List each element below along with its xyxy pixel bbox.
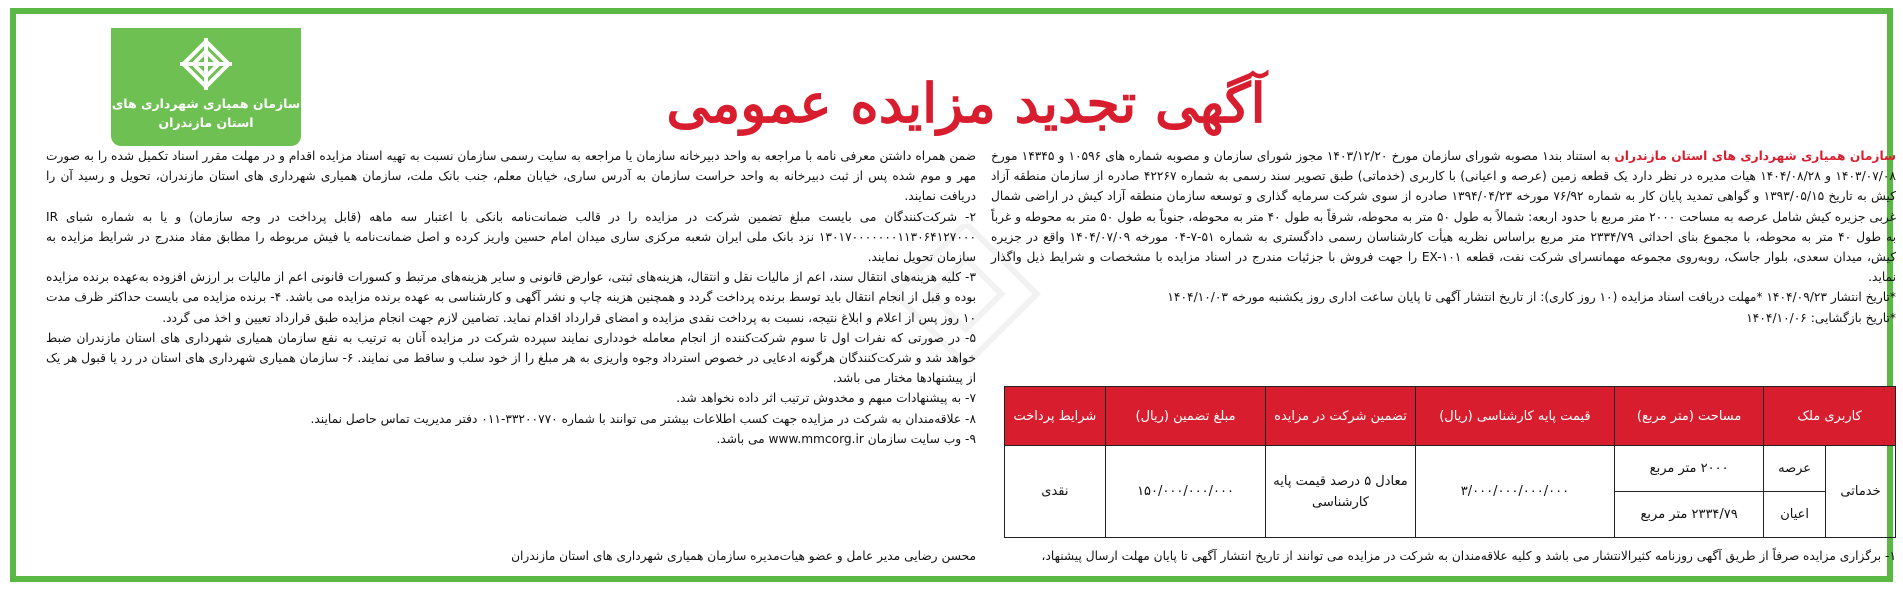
page-title: آگهی تجدید مزایده عمومی (666, 71, 1266, 135)
header-base-price: قیمت پایه کارشناسی (ریال) (1415, 387, 1614, 446)
paragraph-2: ۲- شرکت‌کنندگان می بایست مبلغ تضمین شرکت در مزایده را در قالب ضمانت‌نامه بانکی با اعتبار سه ماهه (قابل پرداخت در وجه سازمان) و یا به شماره شبای IR ۱۳۰۱۷۰۰۰۰۰۰۰۱۱۳۰۶۴۱۲۷۰۰۰ نزد بانک ملی ایران شعبه مرکزی ساری میدان امام حسین واریز کرده و اصل ضمانت‌نامه یا فیش مربوطه را مطابق مفاد مندرج در شرایط مزایده به سازمان تحویل نمایند. (46, 209, 976, 265)
lattice-logo-icon (176, 34, 236, 94)
intro-text: به استناد بند۱ مصوبه شورای سازمان مورخ ۱۴۰۳/۱۲/۲۰ مجوز شورای سازمان و مصوبه شماره های ۱۰۵۹۶ و ۱۴۳۴۵ مورخ ۱۴۰۳/۰۷/۰۸ و ۱۴۰۴/۰۸/۲۸ هیات مدیره در نظر دارد یک قطعه زمین (عرصه و اعیانی) با کاربری (خدماتی) طبق تصویر سند رسمی به شماره ۴۲۲۶۷ صادره از سازمان منطقه آزاد کیش به تاریخ ۱۳۹۳/۰۵/۱۵ و گواهی تمدید پایان کار به شماره ۷۶/۹۲ مورخه ۱۳۹۴/۰۴/۲۳ صادره از سوی شرکت سرمایه گذاری و توسعه سازمان منطقه آزاد کیش در اراضی شمال غربی جزیره کیش شامل عرصه به مساحت ۲۰۰۰ متر مربع با حدود اربعه: شمالاً به طول ۵۰ متر به محوطه، شرقاً به طول ۴۰ متر به محوطه، جنوباً به طول ۵۰ متر به محوطه و غرباً به طول ۴۰ متر به محوطه، با مجموع بنای احداثی ۲۳۳۴/۷۹ متر مربع براساس نظریه هیأت کارشناسان رسمی دادگستری به شماره ۵۱-۷-۰۴ مورخه ۱۴۰۴/۰۷/۰۹ واقع در جزیره کیش، میدان سعدی، بلوار جاسک، روبه‌روی مجموعه مهمانسرای شرکت نفت، قطعه EX-۱۰۱ را جهت فروش با جزئیات مندرج در اسناد مزایده با مشخصات و شرایط ذیل واگذار نماید. (991, 149, 1896, 285)
cell-guarantee-amount: ۱۵۰/۰۰۰/۰۰۰/۰۰۰ (1105, 446, 1266, 538)
cell-usage: خدماتی (1826, 446, 1896, 538)
cell-base-price: ۳/۰۰۰/۰۰۰/۰۰۰/۰۰۰ (1415, 446, 1614, 538)
org-logo (111, 28, 301, 146)
left-column (46, 146, 976, 449)
footnote: ۱- برگزاری مزایده صرفاً از طریق آگهی روزنامه کثیرالانتشار می باشد و کلیه علاقه‌مندان به شرکت در مزایده می توانند از تاریخ انتشار آگهی تا پایان مهلت ارسال پیشنهاد، (1041, 549, 1896, 563)
cell-type: عرصه (1764, 446, 1826, 492)
cell-area: ۲۰۰۰ متر مربع (1615, 446, 1764, 492)
paragraph-5: ۵- در صورتی که نفرات اول تا سوم شرکت‌کننده از انجام معامله خودداری نمایند سپرده شرکت در مزایده آنان به ترتیب به نفع سازمان همیاری شهرداری های استان مازندران ضبط خواهد شد و شرکت‌کنندگان هرگونه ادعایی در خصوص استرداد وجوه واریزی به هر مبلغ را از خود سلب و ساقط می نمایند. ۶- سازمان همیاری شهرداری های استان در رد یا قبول هر یک از پیشنهادها مختار می باشد. (46, 330, 976, 386)
cell-guarantee: معادل ۵ درصد قیمت پایه کارشناسی (1266, 446, 1415, 538)
logo-caption (111, 94, 301, 132)
header-guarantee-amount: مبلغ تضمین (ریال) (1105, 387, 1266, 446)
header-payment: شرایط پرداخت (1005, 387, 1106, 446)
logo-line-2: استان مازندران (158, 115, 254, 130)
cell-type: اعیان (1764, 492, 1826, 538)
paragraph-7: ۷- به پیشنهادات مبهم و مخدوش ترتیب اثر داده نخواهد شد. (676, 391, 976, 406)
paragraph-8: ۸- علاقه‌مندان به شرکت در مزایده جهت کسب اطلاعات بیشتر می توانند با شماره ۳۳۲۰۰۷۷۰-۰۱۱ دفتر مدیریت تماس حاصل نمایند. (310, 411, 976, 426)
header-usage: کاربری ملک (1764, 387, 1896, 446)
org-name: سازمان همیاری شهرداری های استان مازندران (1614, 149, 1897, 163)
publish-dates: *تاریخ انتشار ۱۴۰۴/۰۹/۲۳ *مهلت دریافت اسناد مزایده (۱۰ روز کاری): از تاریخ انتشار آگهی تا پایان ساعت اداری روز یکشنبه مورخه ۱۴۰۴/۱۰/۰۳ (1167, 290, 1896, 305)
cell-payment: نقدی (1005, 446, 1106, 538)
paragraph-1: ضمن همراه داشتن معرفی نامه با مراجعه به واحد دبیرخانه سازمان یا مراجعه به سایت رسمی سازمان نسبت به تهیه اسناد مزایده اقدام و در مهلت مقرر اسناد تکمیل شده را به صورت مهر و موم شده پس از ثبت دبیرخانه به واحد حراست سازمان به آدرس ساری، خیابان معلم، جنب بانک ملت، سازمان همیاری شهرداری های استان مازندران، تحویل و رسید آن را دریافت نمایند. (46, 149, 976, 204)
header-area: مساحت (متر مربع) (1615, 387, 1764, 446)
ad-page (16, 14, 1897, 576)
logo-line-1: سازمان همیاری شهرداری های (111, 96, 301, 111)
table-row (1005, 446, 1896, 492)
signature: محسن رضایی مدیر عامل و عضو هیات‌مدیره سازمان همیاری شهرداری های استان مازندران (511, 549, 976, 563)
auction-table (1004, 386, 1896, 538)
intro-paragraph (991, 146, 1896, 287)
paragraph-3: ۳- کلیه هزینه‌های انتقال سند، اعم از مالیات نقل و انتقال، هزینه‌های ثبتی، عوارض قانونی و سایر هزینه‌های مرتبط و کسورات قانونی اعم از مالیات بر ارزش افزوده به‌عهده برنده مزایده بوده و قبل از انجام انتقال باید توسط برنده پرداخت گردد و همچنین هزینه چاپ و نشر آگهی و کارشناسی به عهده برنده مزایده می باشد. ۴- برنده مزایده می بایست حداکثر ظرف مدت ۱۰ روز پس از اعلام و ابلاغ نتیجه، نسبت به پرداخت نقدی مزایده و امضای قرارداد اقدام نماید. تضامین لازم جهت انجام مزایده طبق قرارداد تعیین و اخذ می گردد. (46, 270, 977, 325)
table-header-row (1005, 387, 1896, 446)
header-guarantee: تضمین شرکت در مزایده (1266, 387, 1415, 446)
right-column (991, 146, 1896, 328)
paragraph-9: ۹- وب سایت سازمان www.mmcorg.ir می باشد. (716, 431, 976, 446)
cell-area: ۲۳۳۴/۷۹ متر مربع (1615, 492, 1764, 538)
opening-date: *تاریخ بازگشایی: ۱۴۰۴/۱۰/۰۶ (1746, 310, 1896, 325)
